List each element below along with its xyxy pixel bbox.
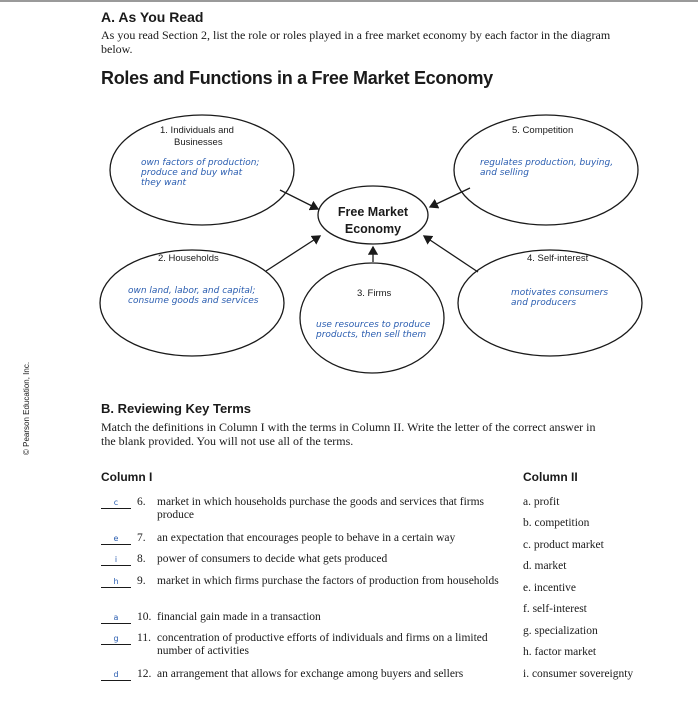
answer-firms <box>316 320 430 340</box>
answer-line: and producers <box>511 298 577 308</box>
node-label-firms: 3. Firms <box>357 288 392 299</box>
item-number: 10. <box>137 611 152 623</box>
answer-letter: a <box>113 613 119 622</box>
answer-letter: d <box>113 670 119 679</box>
definition-item-12 <box>101 668 521 681</box>
node-label-households: 2. Households <box>158 253 219 264</box>
answer-blank[interactable] <box>101 668 131 681</box>
diagram-title: Roles and Functions in a Free Market Economy <box>101 68 493 88</box>
item-text: market in which households purchase the goods and services that firms produce <box>157 496 485 521</box>
definition-item-11 <box>101 632 511 658</box>
answer-self-interest <box>511 288 608 308</box>
term-d: d. market <box>523 560 567 572</box>
section-b-instructions: Match the definitions in Column I with the terms in Column II. Write the letter of the correct answer in the blank provided. You will not use all of the terms. <box>101 420 596 448</box>
node-label-competition: 5. Competition <box>512 125 574 136</box>
node-label-line2: Businesses <box>174 137 223 148</box>
center-label-line1: Free Market <box>337 205 409 219</box>
answer-blank[interactable] <box>101 496 131 509</box>
item-text: financial gain made in a transaction <box>157 611 321 623</box>
answer-line: use resources to produce <box>316 320 431 330</box>
term-b: b. competition <box>523 517 590 529</box>
term-g: g. specialization <box>523 625 598 637</box>
item-text: market in which firms purchase the factors of production from households <box>157 575 499 587</box>
section-a-heading: A. As You Read <box>101 9 204 25</box>
answer-competition <box>480 158 613 178</box>
column1-heading: Column I <box>101 470 153 484</box>
center-label-line2: Economy <box>344 222 402 236</box>
item-text: an expectation that encourages people to behave in a certain way <box>157 532 456 544</box>
answer-households <box>128 286 258 306</box>
item-text: an arrangement that allows for exchange among buyers and sellers <box>157 668 464 680</box>
answer-letter: i <box>114 555 118 564</box>
node-label-self-interest: 4. Self-interest <box>527 253 589 264</box>
arrow-individuals <box>280 190 318 209</box>
answer-line: regulates production, buying, <box>480 158 614 168</box>
answer-line: they want <box>141 178 187 188</box>
answer-individuals <box>141 158 259 188</box>
definition-item-8 <box>101 553 511 566</box>
node-label-individuals <box>160 125 234 149</box>
answer-blank[interactable] <box>101 532 131 545</box>
definition-item-7 <box>101 532 511 545</box>
copyright-notice: © Pearson Education, Inc. <box>22 361 31 455</box>
section-a-instructions: As you read Section 2, list the role or roles played in a free market economy by each factor in the diagram below. <box>101 28 611 56</box>
item-number: 9. <box>137 575 146 587</box>
node-ellipse-firms <box>300 263 444 373</box>
answer-line: and selling <box>480 168 529 178</box>
answer-line: consume goods and services <box>128 296 259 306</box>
item-number: 6. <box>137 496 146 508</box>
answer-blank[interactable] <box>101 553 131 566</box>
node-label-line1: 1. Individuals and <box>160 125 234 136</box>
answer-letter: h <box>113 577 119 586</box>
answer-line: products, then sell them <box>316 330 427 340</box>
center-label <box>330 204 416 238</box>
answer-line: produce and buy what <box>141 168 243 178</box>
item-text: concentration of productive efforts of individuals and firms on a limited number of activities <box>157 632 488 657</box>
term-h: h. factor market <box>523 646 597 658</box>
term-f: f. self-interest <box>523 603 587 615</box>
definition-item-6 <box>101 496 511 522</box>
answer-line: motivates consumers <box>511 288 609 298</box>
column2-heading: Column II <box>523 470 578 484</box>
answer-blank[interactable] <box>101 575 131 588</box>
arrow-households <box>266 236 320 271</box>
answer-letter: g <box>113 634 119 643</box>
term-a: a. profit <box>523 496 560 508</box>
definition-item-10 <box>101 611 511 624</box>
term-e: e. incentive <box>523 582 577 594</box>
item-text: power of consumers to decide what gets produced <box>157 553 388 565</box>
term-i: i. consumer sovereignty <box>523 668 634 680</box>
answer-blank[interactable] <box>101 611 131 624</box>
term-c: c. product market <box>523 539 604 551</box>
item-number: 7. <box>137 532 146 544</box>
answer-letter: e <box>113 534 119 543</box>
arrow-self-interest <box>424 236 478 272</box>
section-b-heading: B. Reviewing Key Terms <box>101 401 252 416</box>
item-number: 8. <box>137 553 146 565</box>
item-number: 11. <box>137 632 151 644</box>
definition-item-9 <box>101 575 511 588</box>
answer-letter: c <box>113 498 119 507</box>
arrow-competition <box>430 188 470 207</box>
answer-blank[interactable] <box>101 632 131 645</box>
answer-line: own land, labor, and capital; <box>128 286 256 296</box>
answer-line: own factors of production; <box>141 158 260 168</box>
item-number: 12. <box>137 668 152 680</box>
